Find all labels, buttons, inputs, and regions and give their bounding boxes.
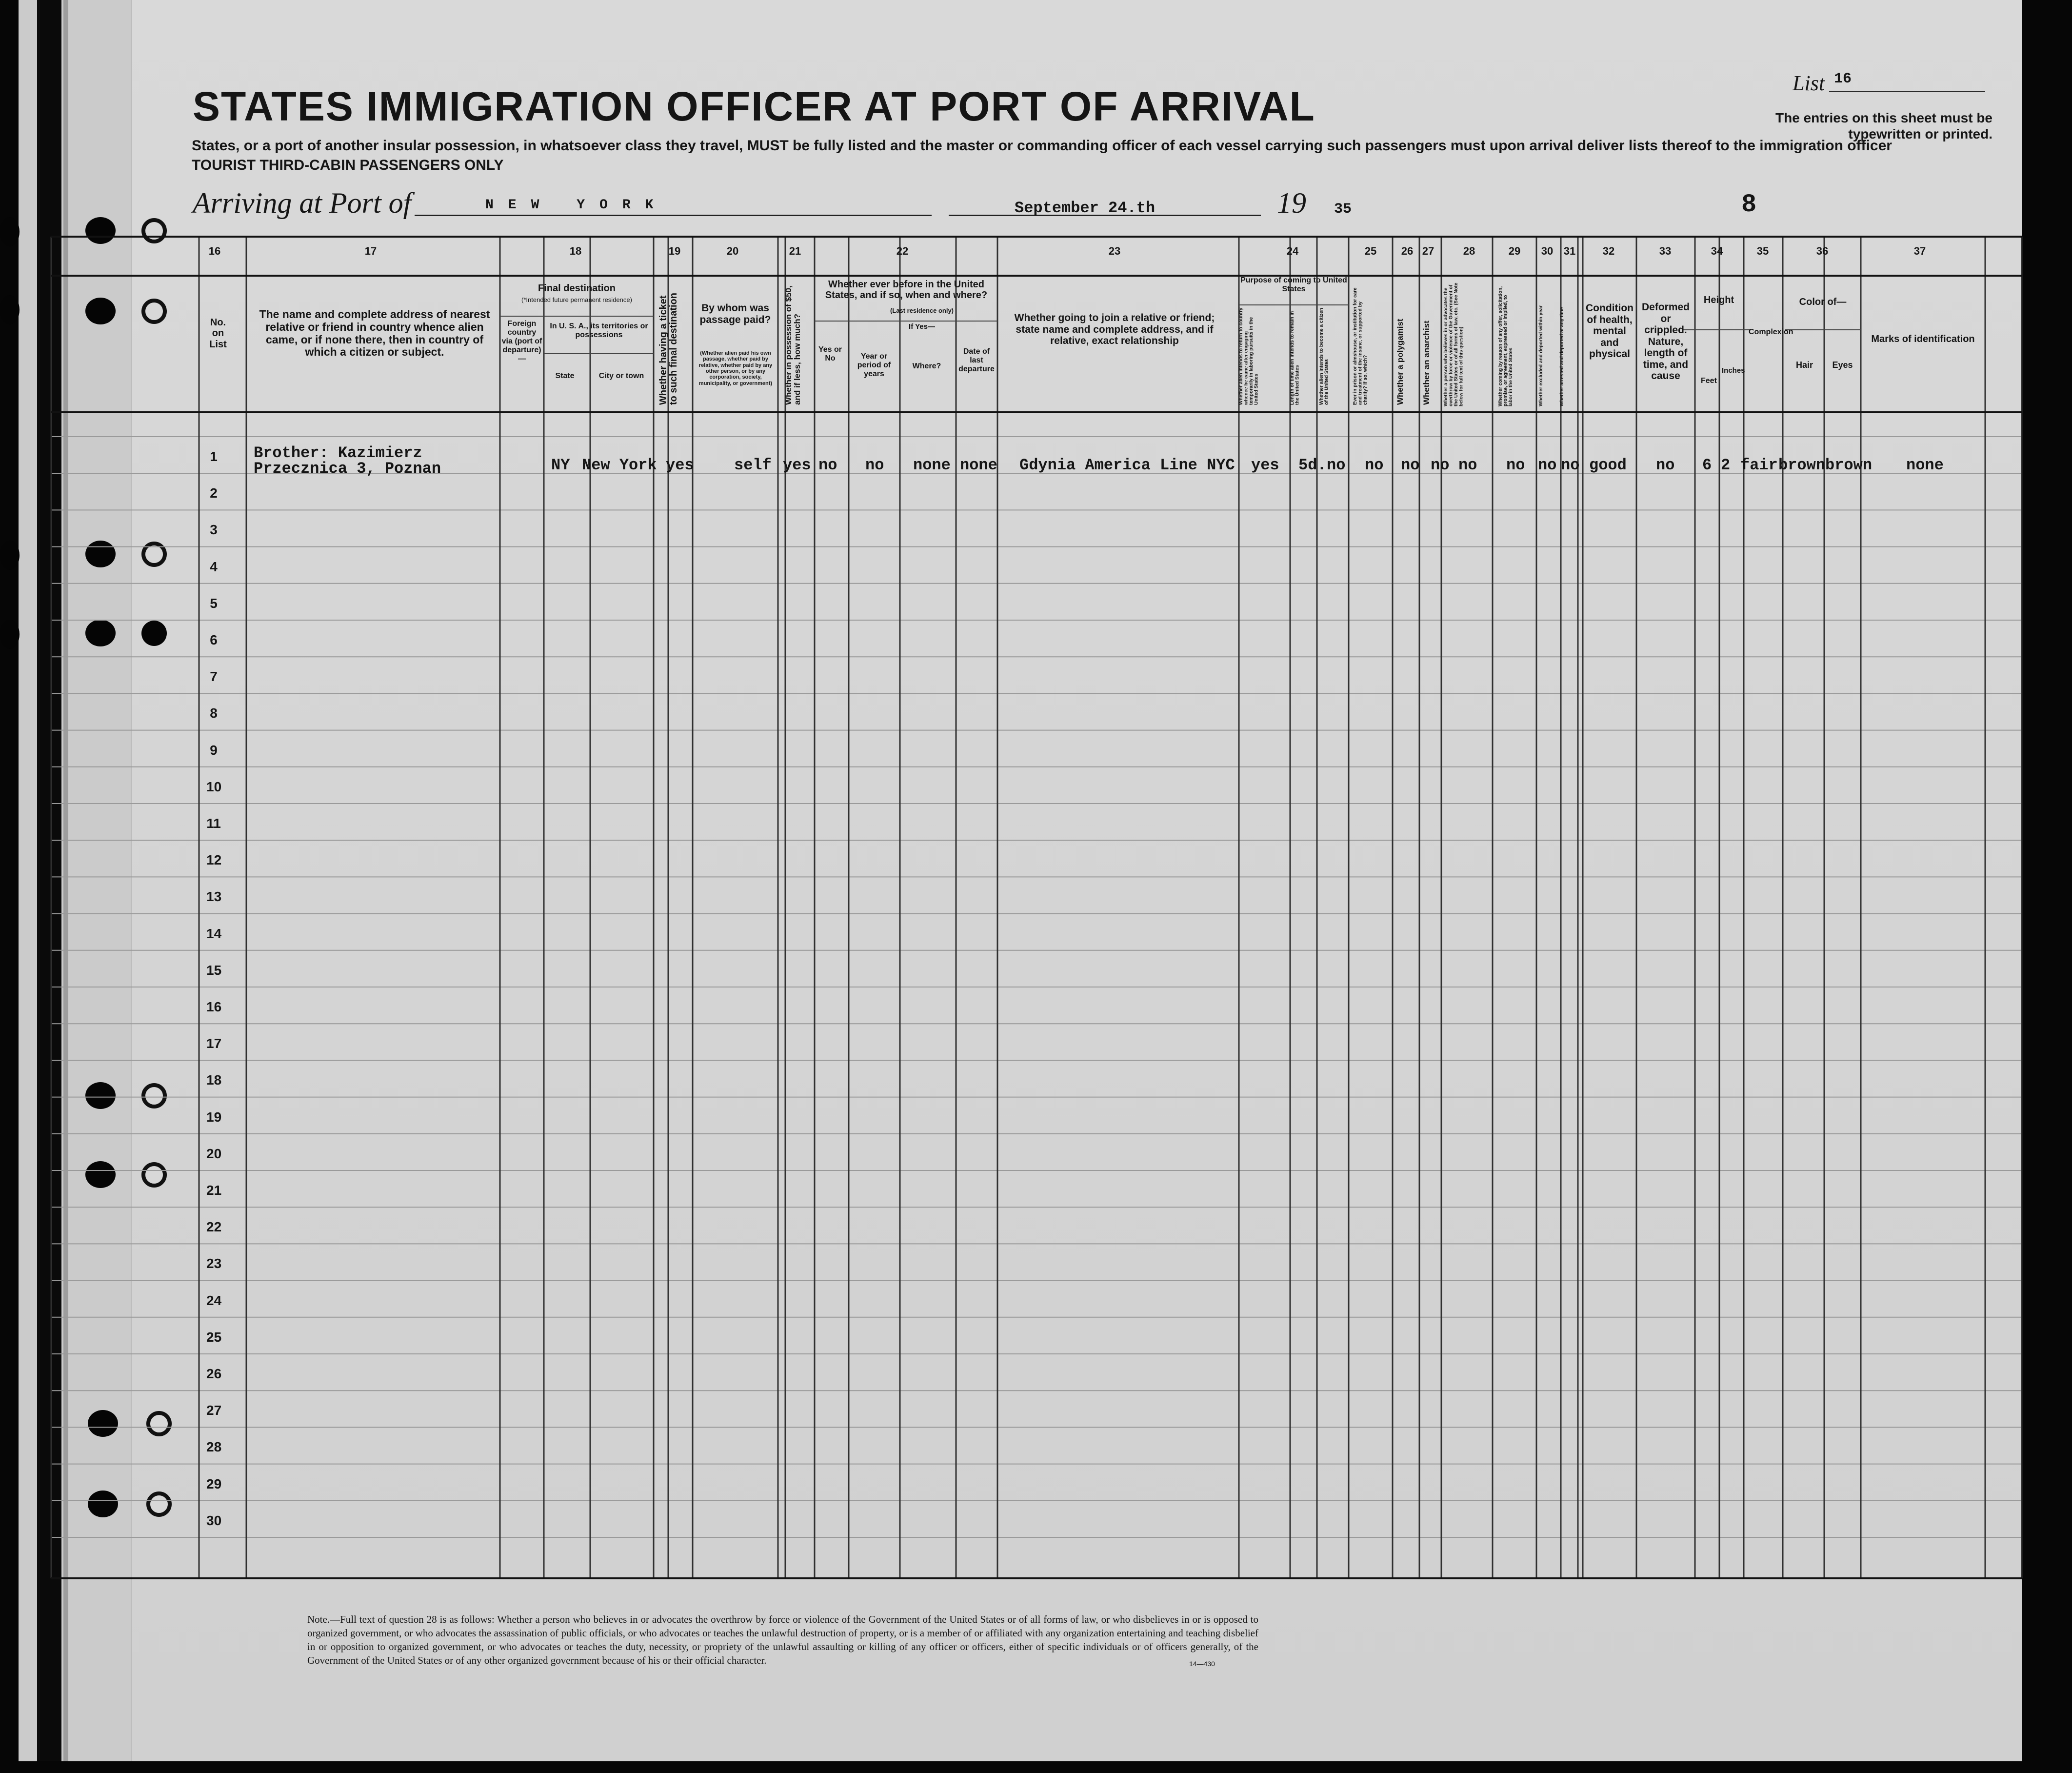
header-color-of: Color of—: [1799, 297, 1847, 307]
header-marks: Marks of identification: [1871, 334, 1975, 344]
year-prefix: 19: [1277, 187, 1306, 219]
row-number: 8: [210, 705, 218, 721]
row-number: 17: [206, 1036, 222, 1051]
q29-value: no: [1506, 456, 1525, 474]
date-departure-value: none: [960, 456, 997, 474]
row-number: 18: [206, 1072, 222, 1088]
header-deformed: Deformed or crippled. Nature, length of time, and cause: [1641, 302, 1690, 382]
length-stay-value: 5d.: [1298, 456, 1327, 474]
column-number: 19: [668, 245, 681, 257]
row-number: 5: [210, 595, 218, 611]
header-final-destination: Final destination: [538, 283, 616, 294]
header-passage-paid: By whom was passage paid?: [699, 302, 771, 325]
header-year-period: Year or period of years: [857, 352, 891, 378]
question-28-note: Note.—Full text of question 28 is as follows: Whether a person who believes in or advocates the overthrow by force or violence of the Government of the United States or of all forms of law, or who disbelieves in or is opposed to organized government, or who advocates the assassination of public officials, or who advocates or teaches the unlawful destruction of property, or is a member of or affiliated with any organization entertaining and teaching disbelief in or opposition to organized government, or who advocates or teaches the duty, necessity, or propriety of the unlawful assaulting or killing of any officer or officers, either of specific individuals or of officers generally, of the Government of the United States or of any other organized government because of his or their official character.: [307, 1613, 1258, 1666]
relative-name: Brother: Kazimierz: [254, 444, 422, 462]
ticket-value: yes: [666, 456, 694, 474]
complexion-value: fair: [1740, 456, 1778, 474]
column-number: 25: [1364, 245, 1377, 257]
form-title: STATES IMMIGRATION OFFICER AT PORT OF ARRIVAL: [193, 83, 1315, 129]
arriving-label: Arriving at Port of: [193, 187, 412, 219]
column-number: 34: [1711, 245, 1723, 257]
become-citizen-value: no: [1327, 456, 1346, 474]
header-money: Whether in possession of $50, and if less, how much?: [784, 285, 802, 405]
row-number: 26: [206, 1366, 222, 1381]
q31-value: no: [1561, 456, 1580, 474]
row-number: 4: [210, 559, 218, 574]
header-q29: Whether coming by reason of any offer, solicitation, promise, or agreement, expressed or implied, to labor in the United States: [1498, 286, 1514, 406]
eyes-value: brown: [1825, 456, 1873, 474]
header-feet: Feet: [1701, 377, 1717, 385]
header-if-yes: If Yes—: [909, 322, 935, 331]
header-prison: Ever in prison or almshouse, or institution for care and treatment of the insane, or supported by charity? If so, which?: [1353, 287, 1368, 405]
anarchist-value: no: [1431, 456, 1450, 474]
prison-value: no: [1365, 456, 1384, 474]
inches-value: 2: [1721, 456, 1731, 474]
deformed-value: no: [1656, 456, 1675, 474]
row-number: 23: [206, 1256, 222, 1271]
header-ticket: Whether having a ticket to such final destination: [658, 292, 679, 405]
header-before-in-us-note: (Last residence only): [890, 307, 954, 314]
form-instruction: States, or a port of another insular possession, in whatsoever class they travel, MUST be fully listed and the master or commanding officer of each vessel carrying such passengers must upon arrival deliver lists thereof to the immigration officer: [192, 138, 1892, 154]
row-number: 2: [210, 485, 218, 501]
header-anarchist: Whether an anarchist: [1422, 321, 1431, 405]
column-number: 37: [1913, 245, 1926, 257]
joining-value: Gdynia America Line NYC: [1019, 456, 1235, 474]
column-number: 22: [896, 245, 909, 257]
health-value: good: [1589, 456, 1627, 474]
q28-value: no: [1458, 456, 1477, 474]
list-label: List: [1793, 71, 1825, 95]
column-number: 20: [726, 245, 739, 257]
header-relative: The name and complete address of nearest relative or friend in country whence alien came, or if none there, then in country of which a citizen or subject.: [259, 308, 490, 359]
purpose-return-value: yes: [1251, 456, 1279, 474]
column-number: 29: [1508, 245, 1521, 257]
row-number: 1: [210, 449, 218, 464]
header-polygamist: Whether a polygamist: [1395, 319, 1405, 405]
column-number: 16: [208, 245, 221, 257]
column-number: 32: [1602, 245, 1615, 257]
column-number: 33: [1659, 245, 1672, 257]
year-period-value: no: [865, 456, 884, 474]
column-number: 35: [1756, 245, 1769, 257]
column-number: 23: [1108, 245, 1121, 257]
row-number: 13: [206, 889, 222, 905]
header-foreign-country: Foreign country via (port of departure)—: [501, 320, 542, 363]
handwritten-mark: 8: [1741, 190, 1757, 219]
header-where: Where?: [912, 362, 941, 370]
header-yes-no: Yes or No: [818, 345, 842, 363]
header-inches: Inches: [1722, 366, 1745, 375]
row-number: 27: [206, 1403, 222, 1418]
row-number: 3: [210, 522, 218, 538]
header-date-departure: Date of last departure: [958, 347, 995, 373]
feet-value: 6: [1702, 456, 1712, 474]
list-underline: [1829, 91, 1985, 92]
header-purpose-return: Whether alien intends to return to country whence he came after engaging temporarily in laboring pursuits in the United States: [1238, 307, 1259, 405]
before-in-us-value: no: [818, 456, 837, 474]
q30-value: no: [1538, 456, 1557, 474]
marks-value: none: [1906, 456, 1944, 474]
column-number: 24: [1286, 245, 1299, 257]
header-complexion: Complexion: [1749, 328, 1793, 336]
passage-paid-value: self: [734, 456, 772, 474]
header-q31: Whether arrested and deported at any time: [1559, 307, 1565, 406]
row-number: 22: [206, 1219, 222, 1235]
port-underline: [415, 215, 932, 216]
header-q28: Whether a person who believes in or advocates the overthrow by force or violence of the Government of the United States or of all forms of law, etc. (See Note below for full text of this question): [1443, 282, 1464, 406]
column-number: 30: [1541, 245, 1554, 257]
form-number: 14—430: [1189, 1660, 1215, 1668]
hair-value: brown: [1778, 456, 1826, 474]
column-number: 27: [1422, 245, 1434, 257]
header-q30: Whether excluded and deported within year: [1538, 305, 1544, 406]
row-number: 12: [206, 852, 222, 868]
money-value: yes: [783, 456, 811, 474]
passenger-class: TOURIST THIRD-CABIN PASSENGERS ONLY: [192, 157, 504, 173]
header-state: State: [555, 372, 575, 380]
header-health: Condition of health, mental and physical: [1586, 302, 1634, 360]
row-number: 25: [206, 1329, 222, 1345]
destination-state: NY: [551, 456, 570, 474]
row-number: 6: [210, 632, 218, 647]
header-purpose: Purpose of coming to United States: [1240, 276, 1347, 293]
header-become-citizen: Whether alien intends to become a citizen of the United States: [1319, 308, 1330, 405]
header-passage-paid-note: (Whether alien paid his own passage, whether paid by relative, whether paid by any other person, or by any corporation, society, municipality, or government): [698, 350, 773, 386]
header-in-usa: In U. S. A., its territories or possessions: [550, 322, 648, 339]
where-value: none: [913, 456, 951, 474]
polygamist-value: no: [1401, 456, 1420, 474]
header-joining: Whether going to join a relative or friend; state name and complete address, and if relative, exact relationship: [1014, 312, 1215, 347]
row-number: 30: [206, 1512, 222, 1528]
column-number: 21: [789, 245, 801, 257]
arrival-date: September 24.th: [1015, 199, 1156, 217]
header-final-destination-note: (*Intended future permanent residence): [521, 296, 632, 303]
arrival-port: NEW YORK: [485, 198, 668, 213]
column-number: 28: [1463, 245, 1475, 257]
row-number: 9: [210, 742, 218, 758]
year-suffix: 35: [1334, 201, 1352, 218]
column-number: 36: [1816, 245, 1829, 257]
row-number: 16: [206, 999, 222, 1014]
row-number: 28: [206, 1439, 222, 1455]
header-length-stay: Length of time alien intends to remain in the United States: [1290, 311, 1300, 405]
row-number: 20: [206, 1146, 222, 1161]
header-city: City or town: [598, 372, 644, 380]
header-eyes: Eyes: [1832, 360, 1853, 370]
header-hair: Hair: [1795, 360, 1813, 370]
row-number: 29: [206, 1476, 222, 1491]
list-number: 16: [1834, 71, 1852, 87]
column-number: 18: [569, 245, 582, 257]
row-number: 11: [206, 816, 221, 831]
column-number: 26: [1401, 245, 1414, 257]
relative-address: Przecznica 3, Poznan: [254, 460, 441, 478]
destination-city: New York: [582, 456, 657, 474]
row-number: 24: [206, 1292, 222, 1308]
column-number: 31: [1563, 245, 1576, 257]
column-number: 17: [364, 245, 377, 257]
row-number: 21: [206, 1183, 222, 1198]
row-number: 14: [206, 926, 222, 941]
header-before-in-us: Whether ever before in the United States, and if so, when and where?: [825, 279, 988, 301]
typewritten-note: The entries on this sheet must be typewritten or printed.: [1775, 110, 1992, 141]
row-number: 19: [206, 1109, 222, 1125]
header-no-on-list: No. on List: [209, 317, 227, 350]
header-height: Height: [1703, 295, 1734, 305]
row-number: 15: [206, 962, 222, 978]
row-number: 7: [210, 669, 218, 685]
row-number: 10: [206, 779, 222, 794]
